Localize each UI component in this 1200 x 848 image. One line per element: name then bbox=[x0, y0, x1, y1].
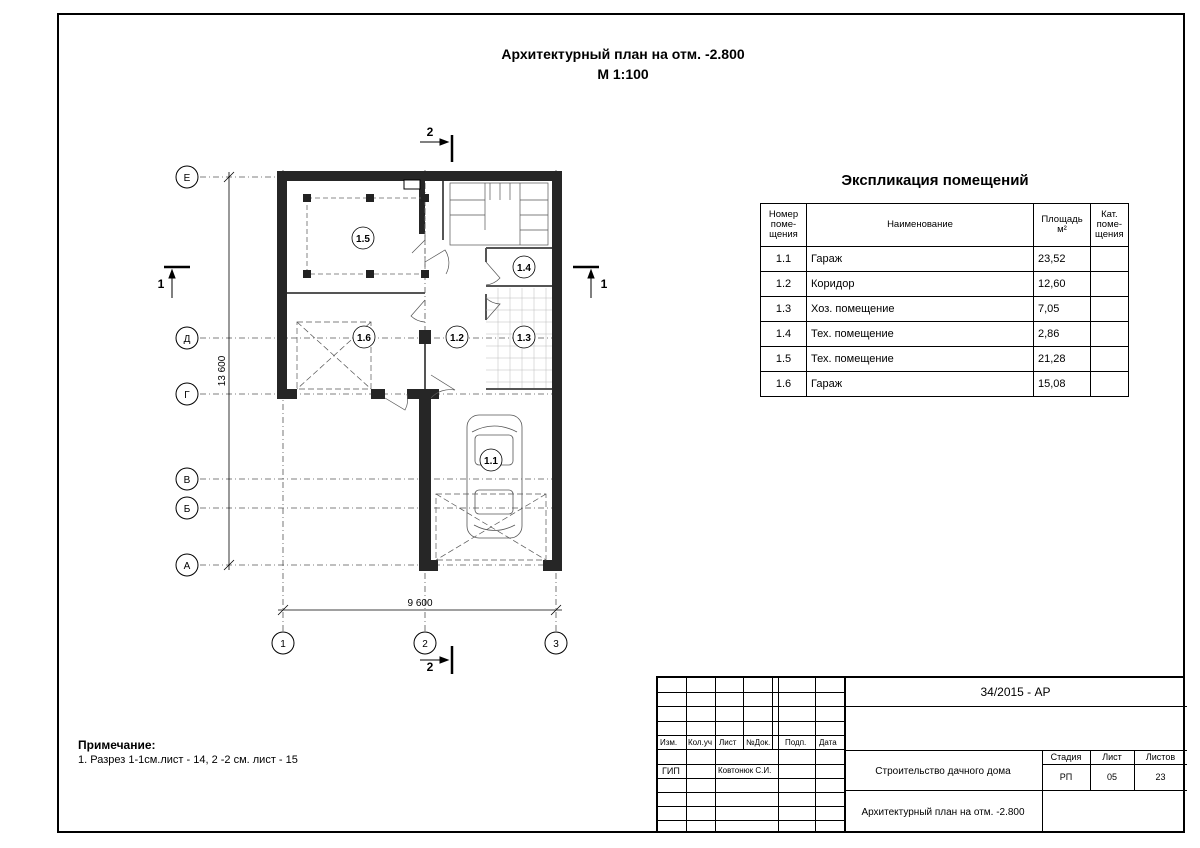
row-cat bbox=[1091, 322, 1129, 347]
room-label: 1.3 bbox=[517, 333, 531, 344]
col-label: Изм. bbox=[660, 738, 678, 747]
room-label: 1.6 bbox=[357, 333, 371, 344]
stage-value: РП bbox=[1059, 772, 1073, 782]
row-num: 1.4 bbox=[761, 322, 807, 347]
person-name: Ковтонюк С.И. bbox=[718, 766, 772, 775]
axis-row-label: Д bbox=[183, 334, 191, 345]
table-row bbox=[761, 322, 1129, 347]
row-name: Коридор bbox=[807, 272, 1034, 297]
table-row bbox=[761, 347, 1129, 372]
row-name: Гараж bbox=[807, 247, 1034, 272]
row-cat bbox=[1091, 347, 1129, 372]
axis-col-label: 1 bbox=[280, 639, 286, 650]
table-row bbox=[761, 247, 1129, 272]
header-num: Номер поме- щения bbox=[761, 204, 807, 247]
sheets-label: Листов bbox=[1145, 752, 1176, 762]
row-name: Хоз. помещение bbox=[807, 297, 1034, 322]
plan-title: Архитектурный план на отм. -2.800 bbox=[501, 46, 745, 62]
row-area: 2,86 bbox=[1034, 322, 1091, 347]
note-heading: Примечание: bbox=[78, 738, 156, 752]
axis-row-label: Б bbox=[183, 504, 191, 515]
axis-row-label: Г bbox=[184, 390, 190, 401]
explication-title: Экспликация помещений bbox=[841, 172, 1029, 189]
doc-code: 34/2015 - АР bbox=[980, 685, 1051, 699]
walls bbox=[277, 171, 562, 571]
col-label: №Док. bbox=[746, 738, 771, 747]
row-cat bbox=[1091, 372, 1129, 397]
table-row bbox=[761, 372, 1129, 397]
section-label: 2 bbox=[426, 125, 434, 139]
plan-scale: М 1:100 bbox=[597, 66, 649, 82]
axis-row-label: В bbox=[183, 475, 191, 486]
section-label: 2 bbox=[426, 660, 434, 674]
sheet-value: 05 bbox=[1106, 772, 1117, 782]
role-label: ГИП bbox=[662, 766, 680, 776]
row-cat bbox=[1091, 247, 1129, 272]
axis-row-label: Е bbox=[183, 173, 191, 184]
row-area: 12,60 bbox=[1034, 272, 1091, 297]
header-area: Площадь м² bbox=[1034, 204, 1091, 247]
room-label: 1.2 bbox=[450, 333, 464, 344]
row-area: 15,08 bbox=[1034, 372, 1091, 397]
room-label: 1.1 bbox=[484, 456, 498, 467]
table-row bbox=[761, 297, 1129, 322]
car-icon bbox=[467, 415, 522, 538]
axis-col-label: 2 bbox=[422, 639, 428, 650]
axis-row-label: А bbox=[183, 561, 191, 572]
row-cat bbox=[1091, 297, 1129, 322]
title-block bbox=[656, 676, 1185, 833]
staircase bbox=[450, 183, 548, 245]
row-axis-markers bbox=[176, 166, 198, 576]
col-label: Дата bbox=[819, 738, 837, 747]
axis-col-label: 3 bbox=[553, 639, 559, 650]
row-area: 23,52 bbox=[1034, 247, 1091, 272]
height-dimension: 13 600 bbox=[217, 355, 228, 387]
row-num: 1.1 bbox=[761, 247, 807, 272]
axis-lines bbox=[200, 170, 560, 632]
row-num: 1.6 bbox=[761, 372, 807, 397]
doors bbox=[385, 240, 500, 410]
row-cat bbox=[1091, 272, 1129, 297]
sink-icon bbox=[404, 180, 420, 189]
sheet-label: Лист bbox=[1102, 752, 1122, 762]
section-labels bbox=[158, 125, 608, 674]
row-name: Тех. помещение bbox=[807, 322, 1034, 347]
note-text: 1. Разрез 1-1см.лист - 14, 2 -2 см. лист - 15 bbox=[78, 754, 298, 766]
explication-table bbox=[760, 203, 1129, 397]
header-cat: Кат. поме- щения bbox=[1091, 204, 1129, 247]
drawing-name: Архитектурный план на отм. -2.800 bbox=[861, 807, 1025, 818]
row-name: Тех. помещение bbox=[807, 347, 1034, 372]
width-dimension: 9 600 bbox=[407, 598, 433, 609]
room-labels bbox=[352, 227, 535, 471]
project-name: Строительство дачного дома bbox=[875, 766, 1011, 777]
row-area: 21,28 bbox=[1034, 347, 1091, 372]
row-num: 1.5 bbox=[761, 347, 807, 372]
table-header-row bbox=[761, 204, 1129, 247]
sheets-value: 23 bbox=[1155, 772, 1166, 782]
row-name: Гараж bbox=[807, 372, 1034, 397]
column-axis-markers bbox=[272, 632, 567, 654]
stage-label: Стадия bbox=[1050, 752, 1082, 762]
room-label: 1.4 bbox=[517, 263, 531, 274]
room-label: 1.5 bbox=[356, 234, 370, 245]
row-num: 1.2 bbox=[761, 272, 807, 297]
col-label: Кол.уч bbox=[688, 738, 712, 747]
section-label: 1 bbox=[600, 277, 608, 291]
col-label: Подп. bbox=[785, 738, 807, 747]
header-name: Наименование bbox=[807, 204, 1034, 247]
row-area: 7,05 bbox=[1034, 297, 1091, 322]
dimension-lines bbox=[224, 172, 562, 615]
table-row bbox=[761, 272, 1129, 297]
section-label: 1 bbox=[157, 277, 165, 291]
row-num: 1.3 bbox=[761, 297, 807, 322]
col-label: Лист bbox=[719, 738, 737, 747]
